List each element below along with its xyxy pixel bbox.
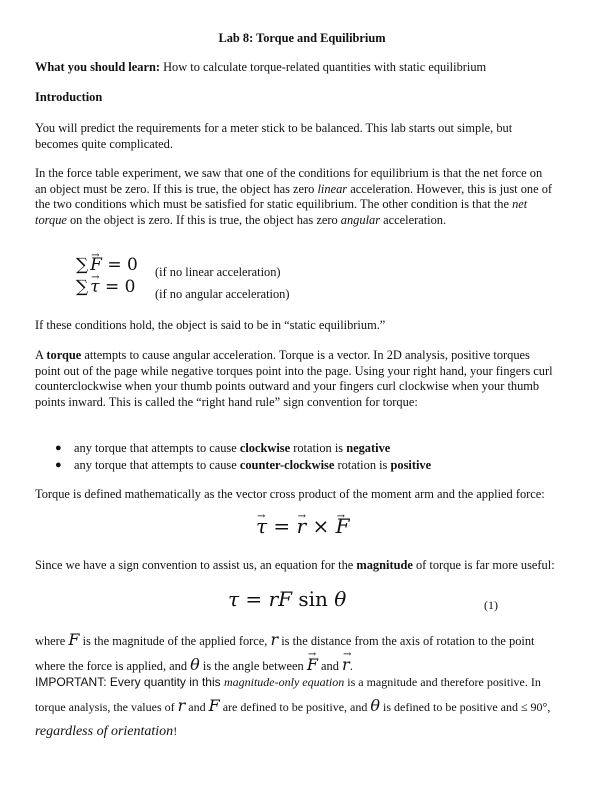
bullet-counterclockwise xyxy=(55,458,432,474)
important-paragraph: IMPORTANT: Every quantity in this magnitude-only equation is a magnitude and therefore positive. In torque analysis, the values of r and F are defined to be positive, and θ is defined to be positive and ≤ 90°, regardless of orientation! xyxy=(35,675,551,739)
equation-number: (1) xyxy=(484,598,498,612)
learn-text: How to calculate torque-related quantities with static equilibrium xyxy=(163,60,487,74)
bullet-icon: ● xyxy=(55,442,62,454)
page-title: Lab 8: Torque and Equilibrium xyxy=(218,31,386,45)
text: . xyxy=(349,659,353,673)
text: rotation is xyxy=(334,458,391,472)
text: acceleration. xyxy=(380,212,447,227)
emphasis-magnitude-only: magnitude-only equation xyxy=(223,675,345,689)
conditions-paragraph: If these conditions hold, the object is said to be in “static equilibrium.” xyxy=(35,318,386,332)
text: A xyxy=(35,348,47,362)
bold-torque: torque xyxy=(46,348,82,362)
bold-clockwise: clockwise xyxy=(239,441,291,455)
text: is the distance from the axis of rotation to the point where the force is applied, and xyxy=(35,634,535,673)
text: attempts to cause angular acceleration. Torque is a vector. In 2D analysis, positive torques point out of the page while negative torques point into the page. Using your right hand, your fingers curl counterclockwise when your thumb points outward and your fingers curl clockwise when your thumb points inward. This is called the “right hand rule” sign convention for torque: xyxy=(35,348,553,409)
net-torque-equation: ∑→ τ = 0 xyxy=(76,280,135,296)
net-torque-note: (if no angular acceleration) xyxy=(155,287,290,301)
intro-paragraph: You will predict the requirements for a meter stick to be balanced. This lab starts out simple, but becomes quite complicated. xyxy=(35,121,513,151)
learn-line xyxy=(35,60,555,76)
bold-negative: negative xyxy=(346,441,391,455)
equilibrium-paragraph xyxy=(35,166,555,228)
text: and xyxy=(185,700,209,714)
text: are defined to be positive, and xyxy=(219,700,371,714)
magnitude-equation: τ = rF sin θ xyxy=(228,587,347,611)
emphasis-linear: linear xyxy=(317,181,348,196)
variables-paragraph: where F is the magnitude of the applied force, r is the distance from the axis of rotation to the point where the force is applied, and θ is the angle between → F and → r. xyxy=(35,628,560,678)
text: is the magnitude of the applied force, xyxy=(79,634,271,648)
text: and xyxy=(317,659,343,673)
emphasis-net-torque: net torque xyxy=(35,197,528,227)
text: In the force table experiment, we saw that one of the conditions for equilibrium is that the net force on an object must be zero. If this is true, the object has zero xyxy=(35,166,543,196)
text: IMPORTANT: Every quantity in this xyxy=(35,675,224,689)
bold-counter-clockwise: counter-clockwise xyxy=(239,458,335,472)
intro-heading: Introduction xyxy=(35,90,103,104)
learn-label: What you should learn: xyxy=(35,60,160,74)
emphasis-angular: angular xyxy=(340,212,381,227)
bold-positive: positive xyxy=(390,458,432,472)
net-force-note: (if no linear acceleration) xyxy=(155,265,281,279)
bold-magnitude: magnitude xyxy=(356,558,413,572)
text: Since we have a sign convention to assist us, an equation for the xyxy=(35,558,357,572)
text: on the object is zero. If this is true, the object has zero xyxy=(66,212,341,227)
text: where xyxy=(35,634,66,648)
magnitude-paragraph xyxy=(35,558,555,574)
text: of torque is far more useful: xyxy=(412,558,555,572)
text: is the angle between xyxy=(199,659,307,673)
text: any torque that attempts to cause xyxy=(74,441,240,455)
text: any torque that attempts to cause xyxy=(74,458,240,472)
text: is defined to be positive and ≤ 90°, xyxy=(380,700,551,714)
text: acceleration. However, this is just one of the two conditions which must be satisfied for static equilibrium. The other condition is that the xyxy=(35,181,553,211)
bullet-icon: ● xyxy=(55,459,62,471)
text: is a magnitude and therefore positive. In torque analysis, the values of xyxy=(35,675,541,714)
bullet-clockwise xyxy=(55,441,391,457)
net-force-equation: ∑→ F = 0 xyxy=(76,258,138,274)
torque-paragraph xyxy=(35,348,555,410)
cross-product-equation: → τ = → r × → F xyxy=(256,519,350,535)
emphasis-regardless: regardless of orientation xyxy=(35,724,174,739)
cross-product-paragraph: Torque is defined mathematically as the vector cross product of the moment arm and the applied force: xyxy=(35,487,545,501)
text: rotation is xyxy=(290,441,347,455)
text: ! xyxy=(173,724,178,738)
